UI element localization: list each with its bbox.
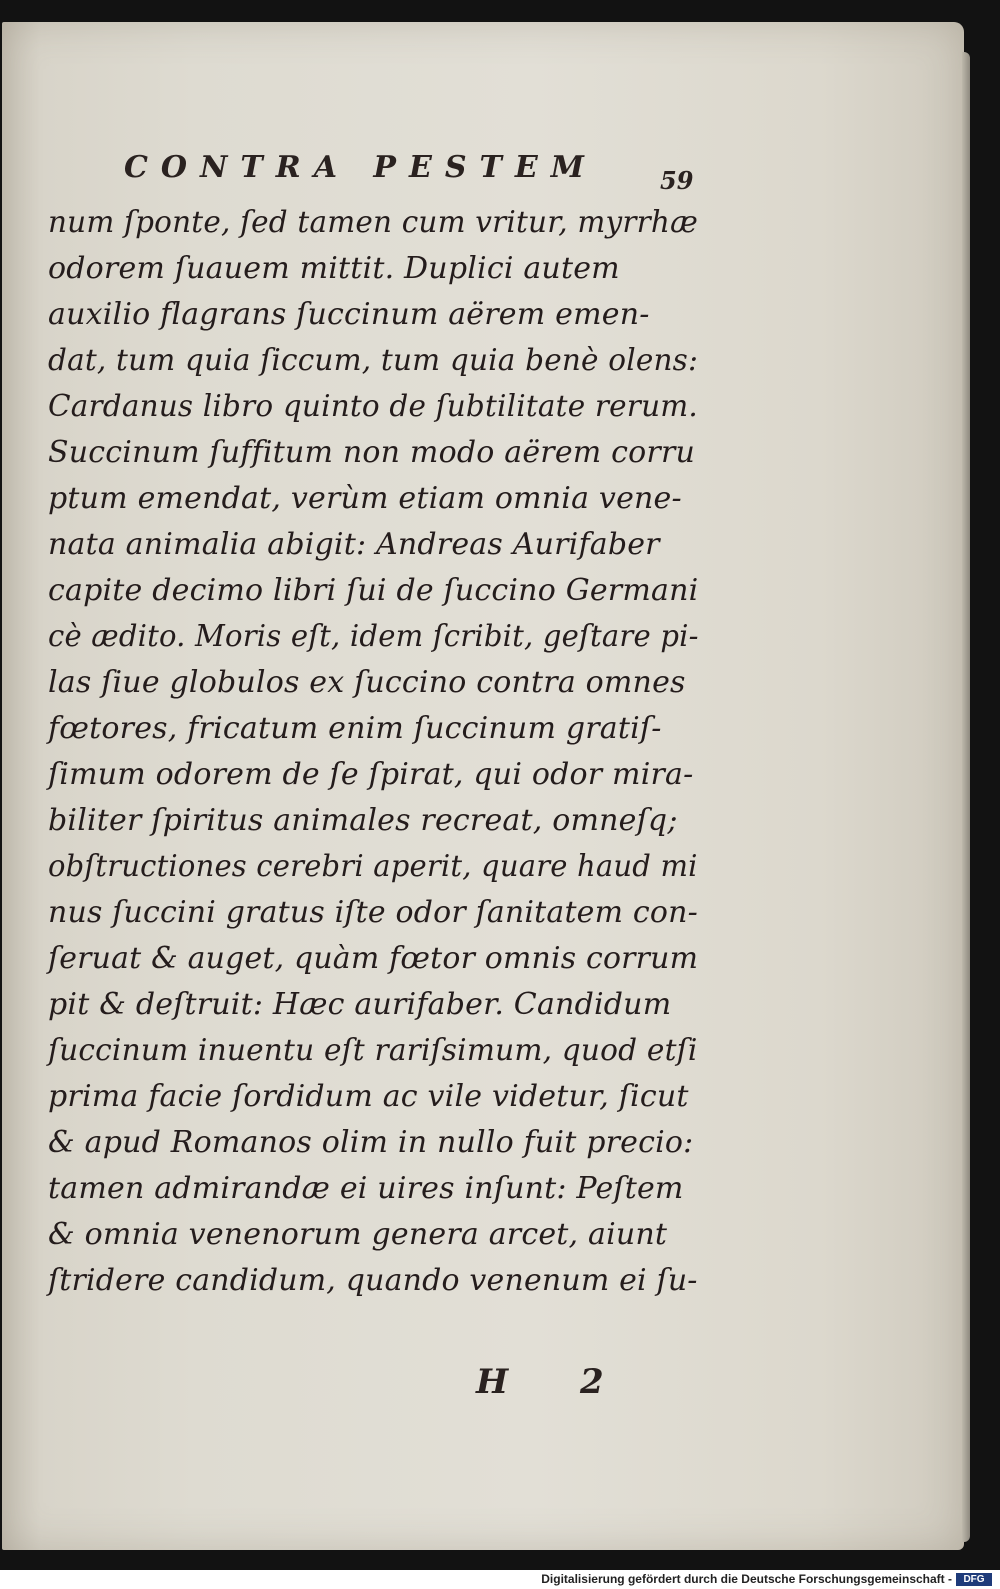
text-line: num ſponte, ſed tamen cum vritur, myrrhæ bbox=[48, 205, 698, 240]
text-line: & omnia venenorum genera arcet, aiunt bbox=[48, 1217, 668, 1252]
text-line: pit & deſtruit: Hæc aurifaber. Candidum bbox=[48, 987, 672, 1022]
text-line: nus ſuccini gratus iſte odor ſanitatem con- bbox=[48, 895, 698, 930]
body-text bbox=[48, 200, 698, 1304]
text-line: Succinum ſuffitum non modo aërem corru bbox=[48, 435, 696, 470]
text-line: las ſiue globulos ex ſuccino contra omnes bbox=[48, 665, 686, 700]
dfg-logo: DFG bbox=[956, 1573, 992, 1586]
text-line: tamen admirandæ ei uires inſunt: Peſtem bbox=[48, 1171, 684, 1206]
page-edge bbox=[962, 52, 970, 1542]
text-line: biliter ſpiritus animales recreat, omneſq; bbox=[48, 803, 678, 838]
funding-credit: Digitalisierung gefördert durch die Deutsche Forschungsgemeinschaft - bbox=[541, 1572, 952, 1586]
text-line: prima facie ſordidum ac vile videtur, ſicut bbox=[48, 1079, 689, 1114]
text-line: fœtores, fricatum enim ſuccinum gratiſ- bbox=[48, 711, 662, 746]
text-line: ſeruat & auget, quàm fœtor omnis corrum bbox=[48, 941, 699, 976]
text-line: & apud Romanos olim in nullo fuit precio: bbox=[48, 1125, 694, 1160]
text-line: cè ædito. Moris eſt, idem ſcribit, geſtare pi- bbox=[48, 619, 699, 654]
text-line: ſuccinum inuentu eſt rariſsimum, quod etſi bbox=[48, 1033, 698, 1068]
text-line: dat, tum quia ſiccum, tum quia benè olens: bbox=[48, 343, 699, 378]
text-line: Cardanus libro quinto de ſubtilitate rerum. bbox=[48, 389, 698, 424]
text-line: ſtridere candidum, quando venenum ei ſu- bbox=[48, 1263, 698, 1298]
running-head: CONTRA PESTEM bbox=[124, 150, 597, 185]
text-line: auxilio flagrans ſuccinum aërem emen- bbox=[48, 297, 650, 332]
text-line: capite decimo libri ſui de ſuccino Germani bbox=[48, 573, 699, 608]
signature-mark: H 2 bbox=[476, 1362, 634, 1402]
page-number: 59 bbox=[660, 166, 694, 195]
text-line: ptum emendat, verùm etiam omnia vene- bbox=[48, 481, 682, 516]
text-line: ſimum odorem de ſe ſpirat, qui odor mira- bbox=[48, 757, 694, 792]
text-line: odorem ſuauem mittit. Duplici autem bbox=[48, 251, 620, 286]
text-line: nata animalia abigit: Andreas Aurifaber bbox=[48, 527, 660, 562]
footer-bar bbox=[0, 1570, 1000, 1589]
text-line: obſtructiones cerebri aperit, quare haud mi bbox=[48, 849, 698, 884]
